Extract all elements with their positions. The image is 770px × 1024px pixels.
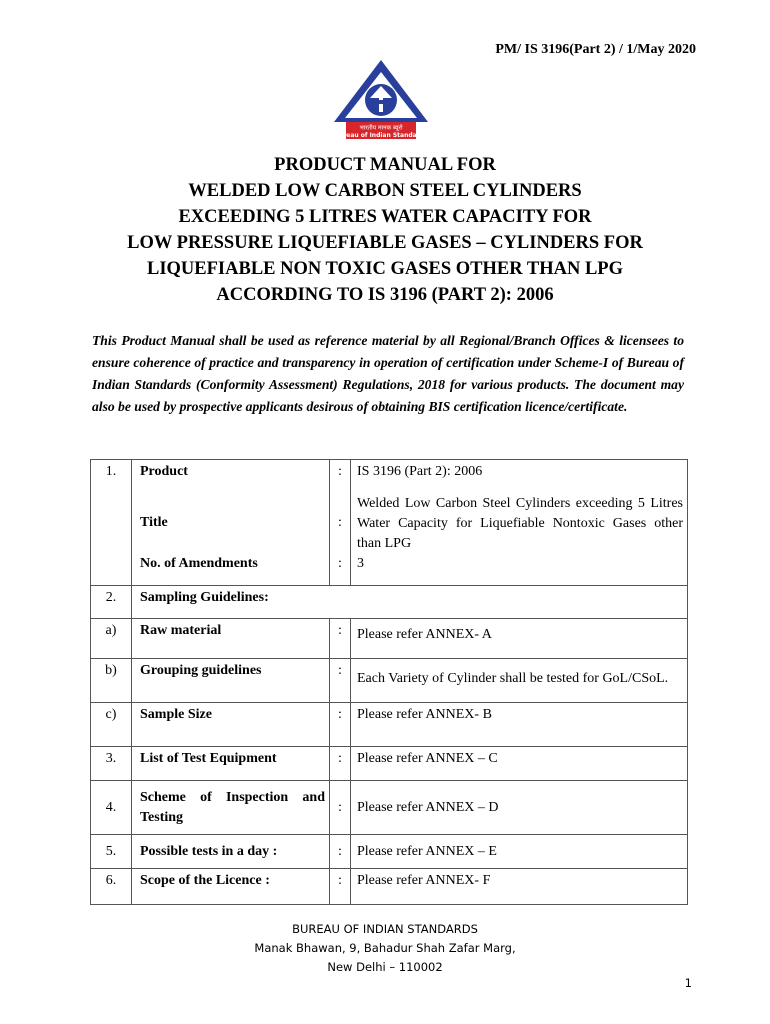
row-number: 3. — [91, 747, 132, 781]
table-row — [91, 586, 688, 619]
footer-address: Manak Bhawan, 9, Bahadur Shah Zafar Marg, — [254, 941, 516, 955]
row-colon: : — [330, 490, 351, 556]
title-line: LOW PRESSURE LIQUEFIABLE GASES – CYLINDERS FOR — [127, 233, 643, 253]
row-value: Please refer ANNEX – E — [351, 835, 688, 869]
logo-hindi-text: भारतीय मानक ब्यूरो — [359, 124, 403, 132]
row-number: c) — [91, 703, 132, 747]
row-number: a) — [91, 619, 132, 659]
page-footer — [0, 920, 770, 977]
product-spec-table — [90, 459, 688, 905]
row-label: List of Test Equipment — [132, 747, 330, 781]
row-value: Please refer ANNEX – D — [351, 781, 688, 835]
logo-english-text: Bureau of Indian Standards — [334, 132, 428, 139]
row-number: 6. — [91, 869, 132, 905]
row-number: 5. — [91, 835, 132, 869]
row-number: 4. — [91, 781, 132, 835]
page-number: 1 — [684, 976, 692, 990]
row-value: Please refer ANNEX- B — [351, 703, 688, 747]
row-label: Grouping guidelines — [132, 659, 330, 703]
row-value: IS 3196 (Part 2): 2006 — [351, 460, 688, 490]
table-row — [91, 869, 688, 905]
bis-logo — [328, 58, 434, 140]
row-value: Each Variety of Cylinder shall be tested for GoL/CSoL. — [351, 659, 688, 703]
document-reference: PM/ IS 3196(Part 2) / 1/May 2020 — [495, 42, 696, 57]
row-label: Raw material — [132, 619, 330, 659]
table-row — [91, 835, 688, 869]
row-label: Sample Size — [132, 703, 330, 747]
table-row — [91, 460, 688, 490]
table-row — [91, 490, 688, 556]
title-line: PRODUCT MANUAL FOR — [274, 155, 496, 175]
row-label: No. of Amendments — [132, 556, 330, 586]
footer-address: New Delhi – 110002 — [327, 960, 443, 974]
row-value: 3 — [351, 556, 688, 586]
row-value: Please refer ANNEX – C — [351, 747, 688, 781]
row-colon: : — [330, 556, 351, 586]
row-number: 2. — [91, 586, 132, 619]
table-row — [91, 781, 688, 835]
table-row — [91, 619, 688, 659]
row-colon: : — [330, 835, 351, 869]
row-colon: : — [330, 659, 351, 703]
row-label: Scope of the Licence : — [132, 869, 330, 905]
row-number: b) — [91, 659, 132, 703]
row-colon: : — [330, 869, 351, 905]
row-label: Product — [132, 460, 330, 490]
row-label: Possible tests in a day : — [132, 835, 330, 869]
title-line: ACCORDING TO IS 3196 (PART 2): 2006 — [216, 285, 554, 305]
row-label: Sampling Guidelines: — [132, 586, 688, 619]
title-line: LIQUEFIABLE NON TOXIC GASES OTHER THAN LPG — [147, 259, 623, 279]
title-line: EXCEEDING 5 LITRES WATER CAPACITY FOR — [178, 207, 592, 227]
row-colon: : — [330, 781, 351, 835]
row-colon: : — [330, 460, 351, 490]
table-row — [91, 556, 688, 586]
footer-org: BUREAU OF INDIAN STANDARDS — [292, 922, 478, 936]
title-line: WELDED LOW CARBON STEEL CYLINDERS — [188, 181, 582, 201]
row-value: Please refer ANNEX- A — [351, 619, 688, 659]
row-colon: : — [330, 747, 351, 781]
table-row — [91, 659, 688, 703]
row-colon: : — [330, 703, 351, 747]
row-label: Title — [132, 490, 330, 556]
row-colon: : — [330, 619, 351, 659]
table-row — [91, 747, 688, 781]
row-value: Please refer ANNEX- F — [351, 869, 688, 905]
row-number: 1. — [91, 460, 132, 490]
intro-paragraph: This Product Manual shall be used as reference material by all Regional/Branch Offices & licensees to ensure coherence of practice and transparency in operation of certification under Scheme-I of Bureau of Indian Standards (Conformity Assessment) Regulations, 2018 for various products. The document may also be used by prospective applicants desirous of obtaining BIS certification licence/certificate. — [92, 333, 684, 414]
row-value: Welded Low Carbon Steel Cylinders exceeding 5 Litres Water Capacity for Liquefiable Nontoxic Gases other than LPG — [351, 490, 688, 556]
table-row — [91, 703, 688, 747]
document-title — [60, 152, 710, 308]
row-label: Scheme of Inspection and Testing — [132, 781, 330, 835]
